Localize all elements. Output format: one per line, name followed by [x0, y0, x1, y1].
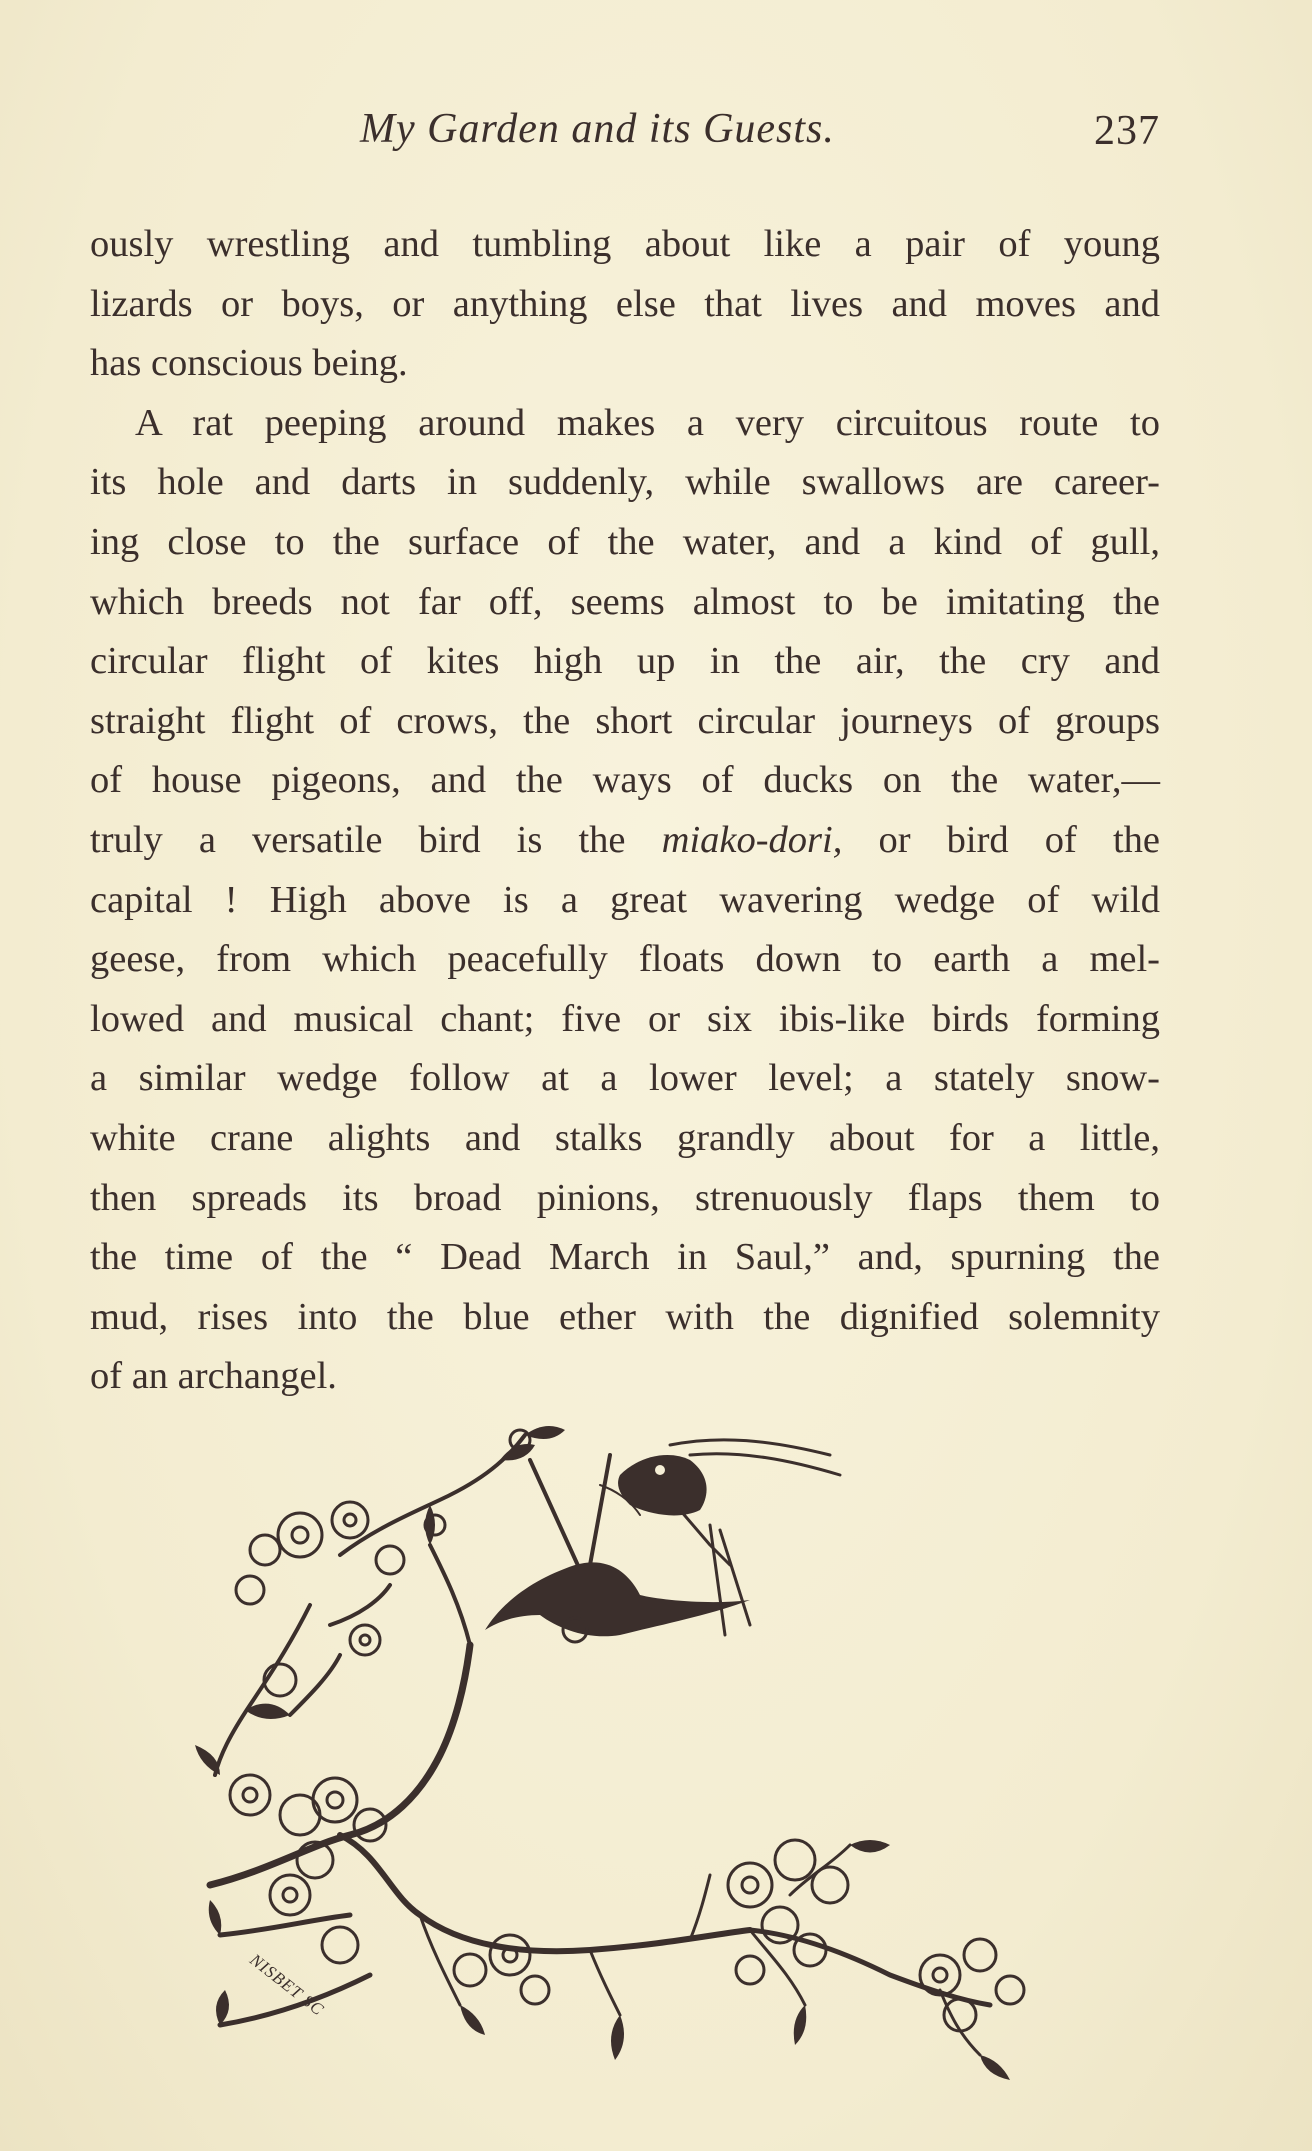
text-line-7: which breeds not far off, seems almost to be imitating the	[90, 580, 1160, 623]
page-number: 237	[1094, 108, 1160, 154]
text-line-13: geese, from which peacefully floats down to earth a mel-	[90, 938, 1160, 981]
text-line-16: white crane alights and stalks grandly about for a little,	[90, 1116, 1160, 1159]
text-line-9: straight flight of crows, the short circular journeys of groups	[90, 699, 1160, 742]
swallow-left	[485, 1455, 750, 1642]
text-line-5: its hole and darts in suddenly, while swallows are career-	[90, 461, 1160, 504]
text-line-15: a similar wedge follow at a lower level; a stately snow-	[90, 1057, 1160, 1100]
text-line-1: ously wrestling and tumbling about like a pair of young	[90, 223, 1160, 265]
italic-term: miako-dori,	[661, 818, 843, 861]
text-line-11-head: truly a versatile bird is the	[90, 818, 626, 861]
text-line-10: of house pigeons, and the ways of ducks on the water,—	[90, 759, 1160, 802]
text-line-2: lizards or boys, or anything else that lives and moves and	[90, 282, 1160, 325]
text-line-11-tail: or bird of the	[878, 818, 1161, 861]
engraver-signature: NISBET SC	[246, 1950, 328, 2020]
text-line-14: lowed and musical chant; five or six ibis-like birds forming	[90, 997, 1160, 1040]
text-line-11	[90, 811, 1160, 871]
text-line-8: circular flight of kites high up in the air, the cry and	[90, 640, 1160, 683]
text-line-17: then spreads its broad pinions, strenuously flaps them to	[90, 1176, 1160, 1219]
text-line-20: of an archangel.	[90, 1355, 337, 1398]
text-line-19: mud, rises into the blue ether with the dignified solemnity	[90, 1295, 1160, 1338]
text-line-12: capital ! High above is a great wavering wedge of wild	[90, 878, 1160, 921]
blossom-branch	[210, 1435, 990, 2055]
blossom-flowers	[230, 1430, 1024, 2031]
body-text	[90, 215, 1160, 1407]
text-line-6: ing close to the surface of the water, and a kind of gull,	[90, 520, 1160, 563]
text-line-3: has conscious being.	[90, 342, 408, 385]
text-line-4: A rat peeping around makes a very circuitous route to	[135, 401, 1160, 444]
text-line-18: the time of the “ Dead March in Saul,” and, spurning the	[90, 1236, 1160, 1279]
running-title: My Garden and its Guests.	[360, 106, 835, 152]
running-head	[90, 105, 1160, 165]
